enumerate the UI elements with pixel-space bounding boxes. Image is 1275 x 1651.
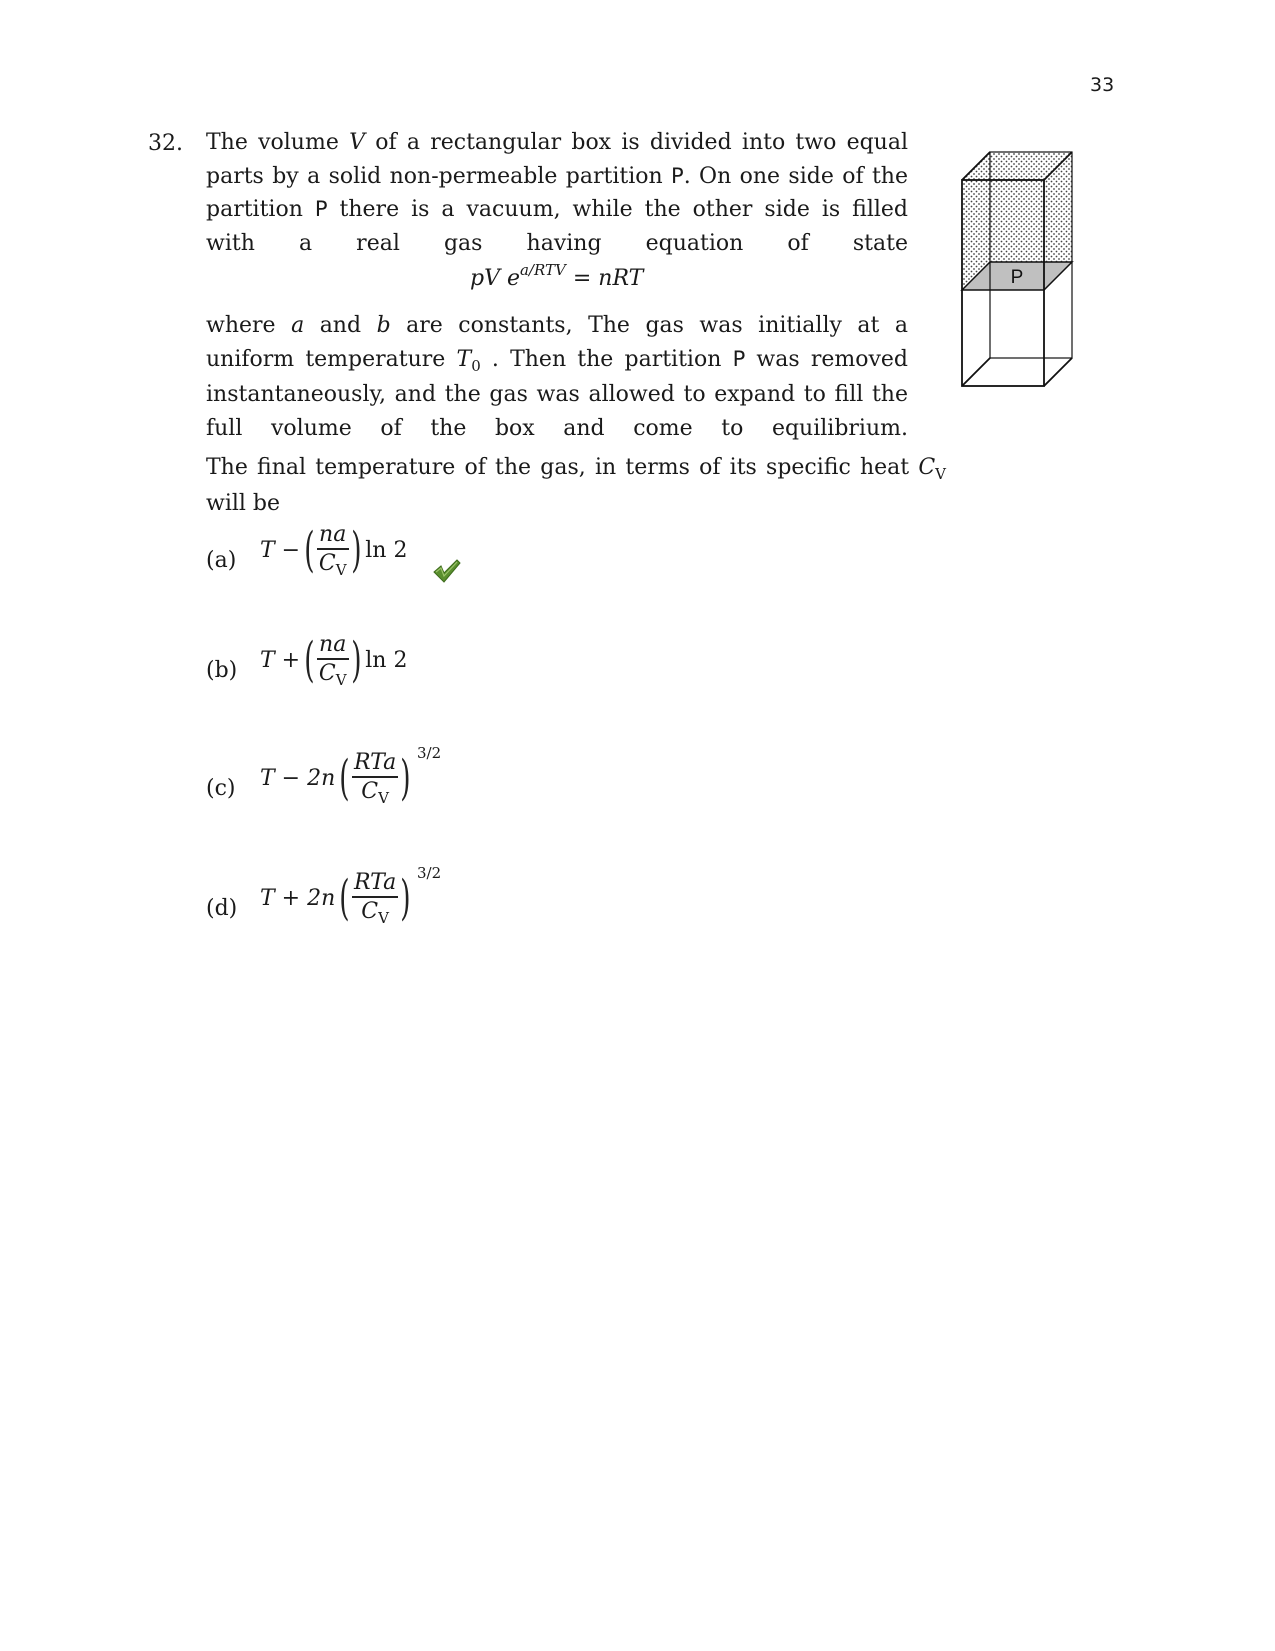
fraction: $\frac{na}{C_V}$ [318, 632, 347, 689]
question-paragraph-1: The volume V of a rectangular box is divided into two equal parts by a solid non-permeable partition P. On one side of the partition P there is a vacuum, while the other side is filled with a real gas having equation of state [206, 130, 909, 256]
option-label: (b) [206, 658, 238, 683]
option-expression: T + ( $\frac{na}{C_V}$ ) ln 2 [260, 632, 408, 689]
page-number: 33 [1090, 74, 1115, 96]
option-label: (c) [206, 776, 236, 801]
fraction: $\frac{na}{C_V}$ [318, 522, 347, 579]
exponent: 3/2 [417, 864, 442, 882]
exponent: 3/2 [417, 744, 442, 762]
option-expression: T + 2n ( $\frac{\text{RTa}}{C_V}$ ) 3/2 [260, 864, 442, 927]
equation-of-state: pV $e^{a/RTV}$ = nRT [470, 261, 644, 291]
option-expression: T − 2n ( $\frac{\text{RTa}}{C_V}$ ) 3/2 [260, 744, 442, 807]
fraction: $\frac{\text{RTa}}{C_V}$ [354, 750, 397, 807]
partition-label: P [1010, 267, 1024, 288]
fraction: $\frac{\text{RTa}}{C_V}$ [354, 870, 397, 927]
correct-check-icon [432, 558, 462, 584]
option-label: (d) [206, 896, 238, 921]
option-expression: T − ( $\frac{na}{C_V}$ ) ln 2 [260, 522, 408, 579]
option-label: (a) [206, 548, 237, 573]
box-diagram [960, 150, 1075, 400]
question-paragraph-3: The final temperature of the gas, in terms of its specific heat $C_V$ will be [206, 455, 946, 516]
question-paragraph-2: where a and b are constants, The gas was initially at a uniform temperature $T_0$ . Then the partition P was removed instantaneously, and the gas was allowed to expand to fill the full volume of the box and come to equilibrium. [206, 313, 908, 441]
question-number: 32. [148, 131, 183, 156]
